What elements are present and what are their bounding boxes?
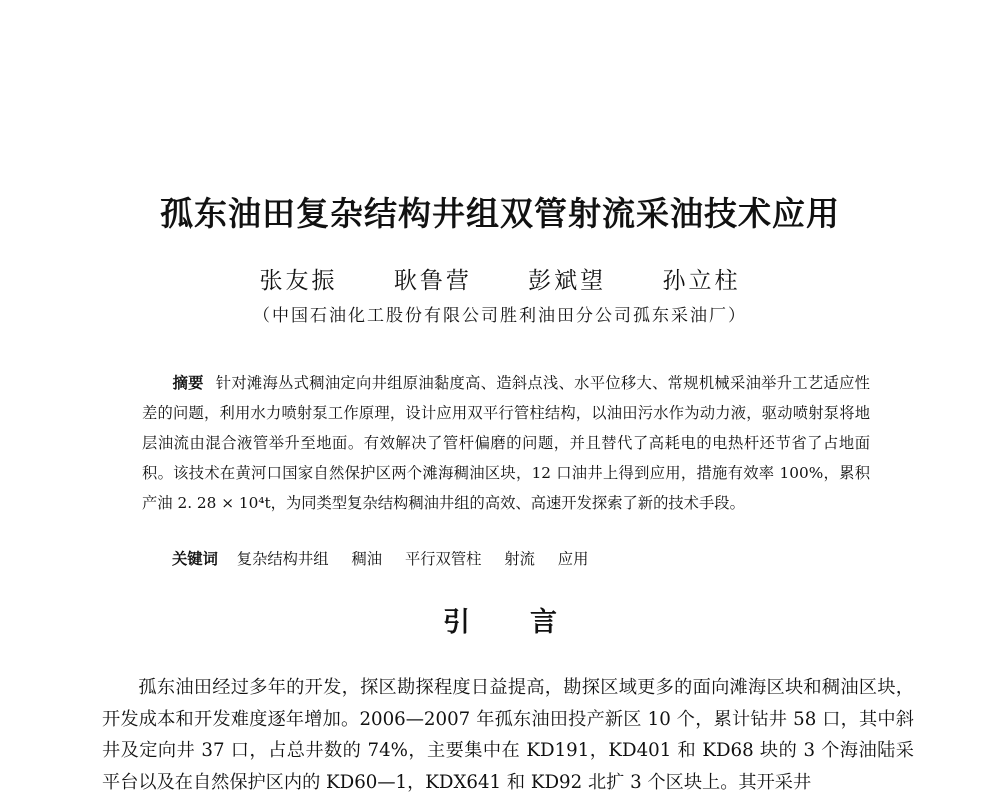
keyword: 复杂结构井组 — [236, 550, 329, 568]
paper-title: 孤东油田复杂结构井组双管射流采油技术应用 — [160, 194, 840, 233]
keyword: 平行双管柱 — [404, 550, 482, 568]
section-heading-introduction — [0, 603, 1000, 643]
author-name: 张友振 — [259, 268, 338, 294]
keywords-label: 关键词 — [172, 550, 218, 568]
author-name: 耿鲁营 — [393, 268, 472, 294]
abstract-text: 针对滩海丛式稠油定向井组原油黏度高、造斜点浅、水平位移大、常规机械采油举升工艺适应性差的问题，利用水力喷射泵工作原理，设计应用双平行管柱结构，以油田污水作为动力液，驱动喷射泵将地层油流由混合液管举升至地面。有效解决了管杆偏磨的问题，并且替代了高耗电的电热杆还节省了占地面积。该技术在黄河口国家自然保护区两个滩海稠油区块，12 口油井上得到应用，措施有效率 100%，累积产油 2. 28 × 10⁴t，为同类型复杂结构稠油井组的高效、高速开发探索了新的技术手段。 — [142, 374, 870, 512]
section-heading-char: 言 — [530, 607, 557, 638]
abstract-label: 摘要 — [172, 374, 204, 392]
author-list — [0, 266, 1000, 296]
author-affiliation: （中国石油化工股份有限公司胜利油田分公司孤东采油厂） — [253, 306, 747, 326]
author-name: 孙立柱 — [662, 268, 741, 294]
section-heading-char: 引 — [443, 607, 470, 638]
abstract — [142, 368, 870, 518]
author-name: 彭斌望 — [528, 268, 607, 294]
introduction-paragraph: 孤东油田经过多年的开发，探区勘探程度日益提高，勘探区域更多的面向滩海区块和稠油区块，开发成本和开发难度逐年增加。2006—2007 年孤东油田投产新区 10 个，累计钻井 58 口，其中斜井及定向井 37 口，占总井数的 74%，主要集中在 KD191，KD401 和 KD68 块的 3 个海油陆采平台以及在自然保护区内的 KD60—1，KDX641 和 KD92 北扩 3 个区块上。其开采井 — [102, 677, 914, 793]
keywords — [172, 544, 872, 574]
keyword: 应用 — [557, 550, 589, 568]
keyword: 稠油 — [351, 550, 383, 568]
keyword: 射流 — [504, 550, 535, 568]
